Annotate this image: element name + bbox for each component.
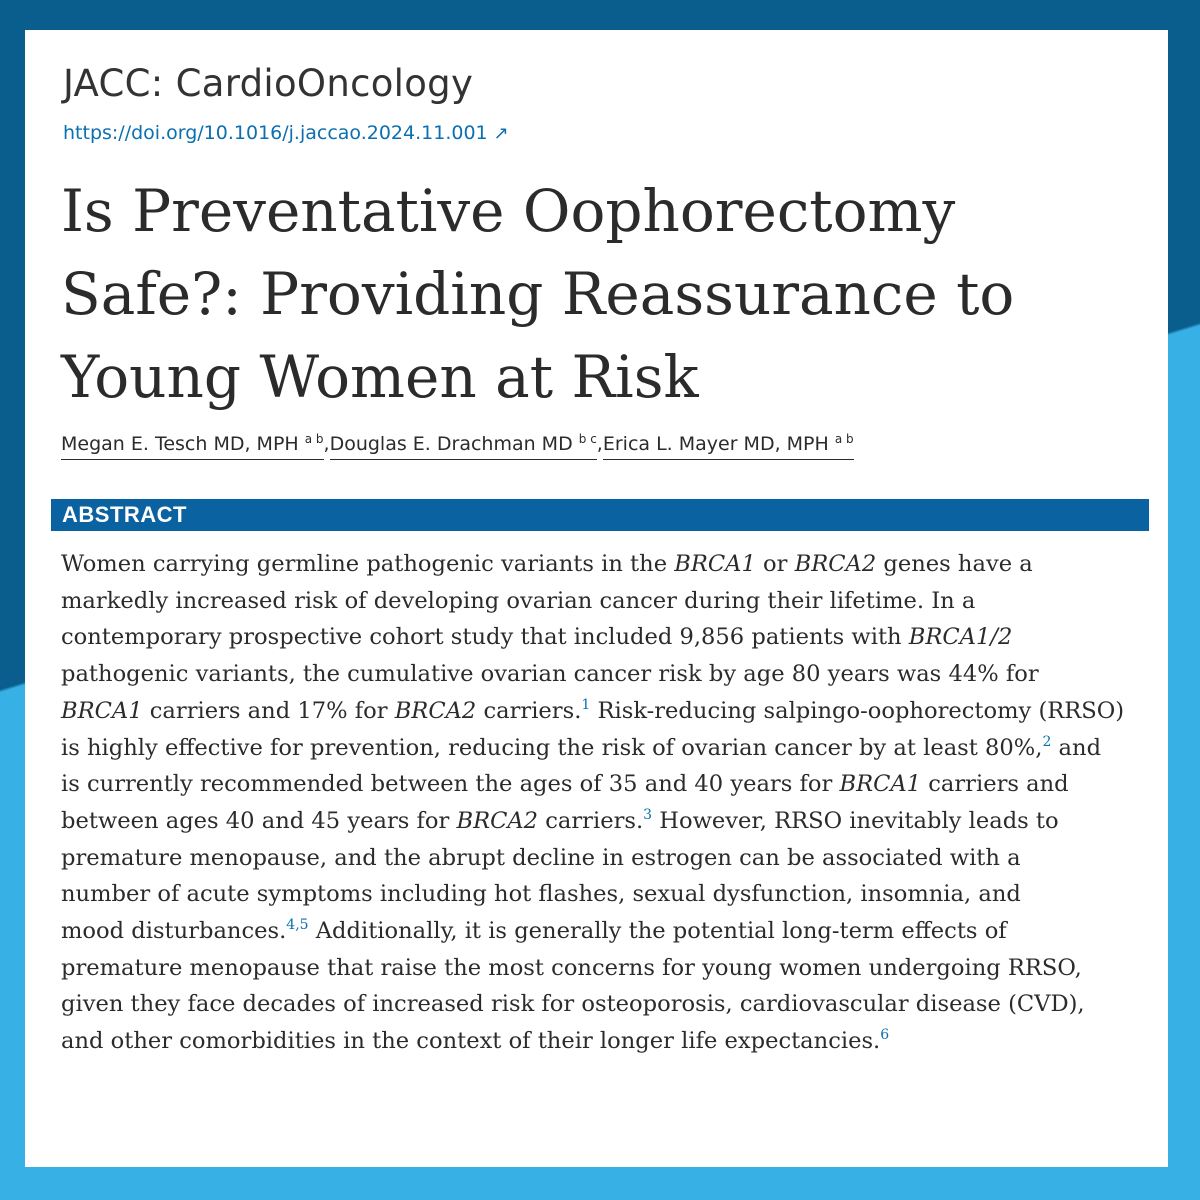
abstract-body — [61, 546, 1156, 1060]
reference-link-6[interactable]: 6 — [880, 1027, 890, 1044]
author-separator: , — [596, 433, 603, 455]
author-affiliation: b c — [578, 432, 597, 446]
abstract-line: premature menopause that raise the most concerns for young women undergoing RRSO, — [61, 954, 1082, 981]
author-separator: , — [323, 433, 330, 455]
author-name: Erica L. Mayer MD, MPH — [602, 433, 829, 455]
abstract-line: markedly increased risk of developing ovarian cancer during their lifetime. In a — [61, 587, 976, 614]
abstract-line: mood disturbances.$^{4,5}$ Additionally, it is generally the potential long-term effects of — [61, 917, 1007, 945]
author-list — [61, 432, 854, 460]
reference-link-2[interactable]: 2 — [1042, 733, 1052, 750]
external-link-icon: ↗ — [493, 123, 509, 144]
reference-link-3[interactable]: 3 — [643, 806, 653, 823]
doi-text: https://doi.org/10.1016/j.jaccao.2024.11.001 — [63, 122, 488, 144]
reference-link-1[interactable]: 1 — [581, 696, 591, 713]
abstract-line: is highly effective for prevention, reducing the risk of ovarian cancer by at least 80%,$^2$ and — [61, 733, 1102, 761]
abstract-line: pathogenic variants, the cumulative ovarian cancer risk by age 80 years was 44% for — [61, 661, 1039, 688]
author-name: Douglas E. Drachman MD — [329, 433, 573, 455]
author-affiliation: a b — [304, 432, 324, 446]
author-link-mayer[interactable] — [603, 432, 854, 460]
title-line: Is Preventative Oophorectomy — [61, 177, 956, 245]
abstract-header-label: ABSTRACT — [62, 502, 187, 527]
abstract-line: between ages 40 and 45 years for BRCA2 carriers.$^3$ However, RRSO inevitably leads to — [61, 806, 1059, 834]
reference-link-4-5[interactable]: 4,5 — [286, 917, 309, 934]
journal-name: JACC: CardioOncology — [63, 62, 474, 105]
article-title — [61, 170, 1141, 419]
title-line: Safe?: Providing Reassurance to — [61, 260, 1015, 328]
abstract-line: contemporary prospective cohort study that included 9,856 patients with BRCA1/2 — [61, 624, 1013, 651]
abstract-line: and other comorbidities in the context of their longer life expectancies.$^6$ — [61, 1027, 890, 1055]
abstract-line: number of acute symptoms including hot flashes, sexual dysfunction, insomnia, and — [61, 881, 1021, 908]
doi-link[interactable] — [63, 122, 509, 144]
abstract-line: given they face decades of increased risk for osteoporosis, cardiovascular disease (CVD), — [61, 991, 1085, 1018]
abstract-line: premature menopause, and the abrupt decline in estrogen can be associated with a — [61, 844, 1021, 871]
abstract-header — [51, 499, 1149, 531]
abstract-line: is currently recommended between the ages of 35 and 40 years for BRCA1 carriers and — [61, 771, 1069, 798]
author-link-drachman[interactable] — [330, 432, 597, 460]
author-affiliation: a b — [834, 432, 854, 446]
article-card — [25, 30, 1168, 1167]
author-name: Megan E. Tesch MD, MPH — [61, 433, 299, 455]
author-link-tesch[interactable] — [61, 432, 324, 460]
title-line: Young Women at Risk — [61, 343, 699, 411]
abstract-line: Women carrying germline pathogenic variants in the BRCA1 or BRCA2 genes have a — [61, 551, 1033, 577]
abstract-line: BRCA1 carriers and 17% for BRCA2 carriers.$^1$ Risk-reducing salpingo-oophorectomy (RRSO) — [61, 696, 1125, 724]
